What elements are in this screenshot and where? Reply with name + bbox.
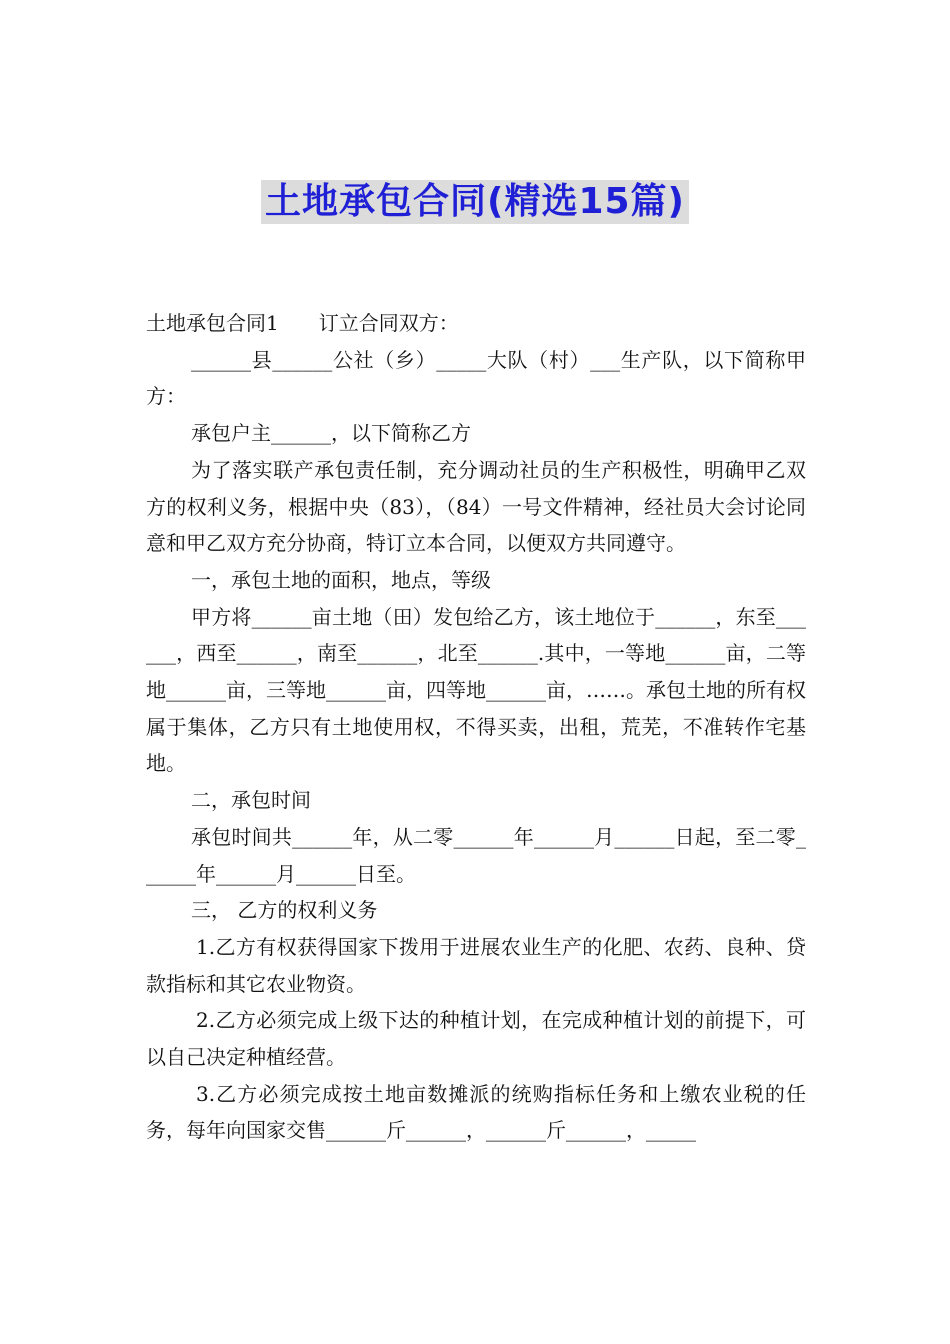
- paragraph-preamble: 为了落实联产承包责任制，充分调动社员的生产积极性，明确甲乙双方的权利义务，根据中央（83），（84）一号文件精神，经社员大会讨论同意和甲乙双方充分协商，特订立本合同，以便双方共同遵守。: [146, 457, 806, 556]
- paragraph-term: 承包时间共______年，从二零______年______月______日起，至二零______年______月______日至。: [146, 824, 806, 886]
- list-item-1: 1.乙方有权获得国家下拨用于进展农业生产的化肥、农药、良种、贷款指标和其它农业物资。: [146, 934, 806, 996]
- section-heading-2: 二，承包时间: [191, 788, 311, 813]
- paragraph-land-details: 甲方将______亩土地（田）发包给乙方，该土地位于______，东至______，西至______，南至______，北至______.其中，一等地______亩，二等地______亩，三等地______亩，四等地______亩，……。承包土地的所有权属于集体，乙方只有土地使用权，不得买卖，出租，荒芜，不准转作宅基地。: [146, 604, 806, 776]
- list-item-3: 3.乙方必须完成按土地亩数摊派的统购指标任务和上缴农业税的任务，每年向国家交售______斤______，______斤______，_____: [146, 1081, 806, 1143]
- list-item-2: 2.乙方必须完成上级下达的种植计划，在完成种植计划的前提下，可以自己决定种植经营。: [146, 1008, 806, 1070]
- section-heading-1: 一，承包土地的面积，地点，等级: [191, 567, 491, 592]
- paragraph-party-a: ______县______公社（乡）_____大队（村）___生产队，以下简称甲方：: [146, 347, 806, 409]
- section-heading-3: 三， 乙方的权利义务: [191, 898, 378, 923]
- document-title: 土地承包合同(精选15篇): [261, 180, 689, 224]
- title-container: [0, 180, 950, 224]
- paragraph-party-b: 承包户主______，以下简称乙方: [191, 421, 471, 446]
- paragraph-heading-line: 土地承包合同1 订立合同双方：: [146, 311, 459, 335]
- document-body: [146, 305, 806, 1149]
